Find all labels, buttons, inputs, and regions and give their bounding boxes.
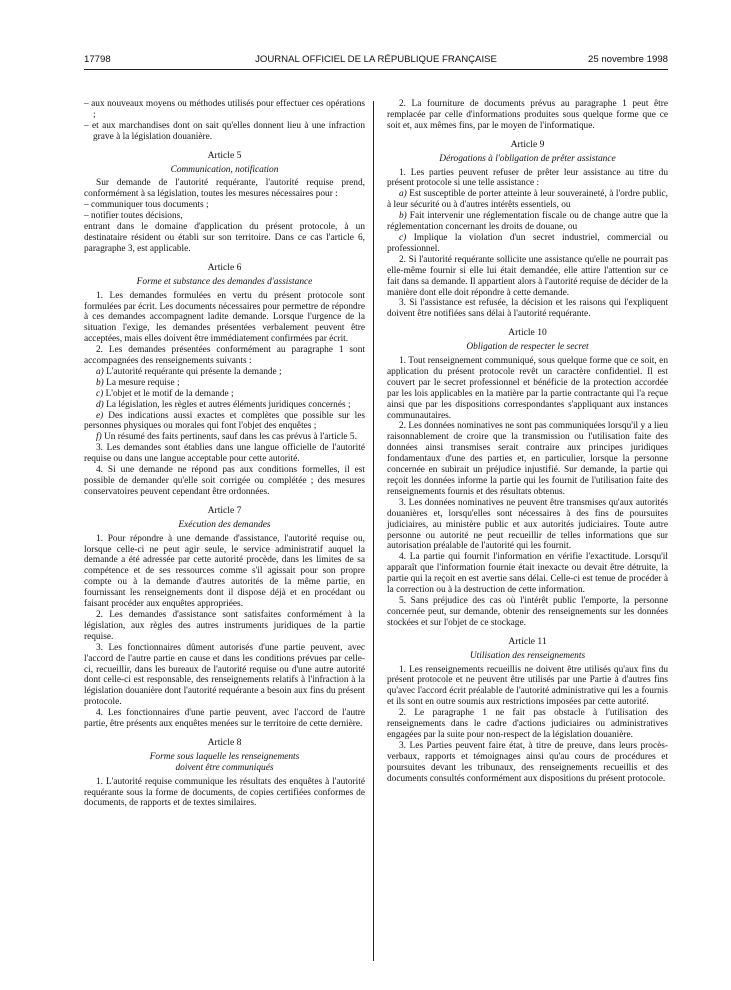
- paragraph: 3. Les fonctionnaires dûment autorisés d'une partie peuvent, avec l'accord de l'autre partie en cause et dans les conditions prévues par celle-ci, recueillir, dans les bureaux de l'autorité requise ou d'une autre autorité dont celle-ci est responsable, des renseignements relatifs à l'infraction à la législation douanière dont l'autorité requérante a besoin aux fins du présent protocole.: [84, 642, 365, 708]
- paragraph: Sur demande de l'autorité requérante, l'autorité requise prend, conformément à sa législation, toutes les mesures nécessaires pour :: [84, 178, 365, 200]
- item-text: L'autorité requérante qui présente la demande ;: [103, 366, 282, 377]
- article-title: Forme et substance des demandes d'assistance: [136, 276, 313, 287]
- item-letter: a): [96, 366, 104, 377]
- article-heading: Article 5: [207, 149, 242, 161]
- article-heading: Article 6: [207, 261, 242, 273]
- article-title: [84, 752, 365, 774]
- item-text: L'objet et le motif de la demande ;: [103, 388, 234, 399]
- article-heading: Article 7: [207, 504, 242, 516]
- item-text: Fait intervenir une réglementation fiscale ou de change autre que la réglementation concernant les droits de douane, ou: [387, 211, 668, 233]
- page-number: 17798: [84, 54, 111, 65]
- list-item: [387, 233, 668, 255]
- paragraph: 4. La partie qui fournit l'information en vérifie l'exactitude. Lorsqu'il apparaît que l'information fournie était inexacte ou devait être détruite, la partie qui la reçoit en est avertie sans délai. Celle-ci est tenue de procéder à la correction ou à la destruction de cette information.: [387, 552, 668, 596]
- paragraph: entrant dans le domaine d'application du présent protocole, à un destinataire résident ou établi sur son territoire. Dans ce cas l'article 6, paragraphe 3, est applicable.: [84, 222, 365, 254]
- item-letter: d): [96, 399, 104, 410]
- page-header: [84, 54, 668, 68]
- article-heading: Article 11: [508, 635, 547, 647]
- item-letter: b): [96, 377, 104, 388]
- article-heading: Article 10: [508, 327, 547, 339]
- paragraph: 2. Les données nominatives ne sont pas communiquées lorsqu'il y a lieu raisonnablement de croire que la transmission ou l'utilisation faite des données ainsi transmises serait contraire aux principes juridiques fondamentaux d'une des parties et, en particulier, lorsque la personne concernée en subirait un préjudice injustifié. Sur demande, la partie qui reçoit les données informe la partie qui les fournit de l'utilisation faite des renseignements fournis et des résultats obtenus.: [387, 421, 668, 497]
- paragraph: 4. Les fonctionnaires d'une partie peuvent, avec l'accord de l'autre partie, être présents aux enquêtes menées sur le territoire de cette dernière.: [84, 708, 365, 730]
- article-title: Dérogations à l'obligation de prêter assistance: [439, 153, 616, 164]
- paragraph: 1. Pour répondre à une demande d'assistance, l'autorité requise ou, lorsque celle-ci ne peut agir seule, le service administratif auquel la demande a été adressée par cette autorité procède, dans les limites de sa compétence et de ses ressources comme s'il agissait pour son propre compte ou à la demande d'autres autorités de la même partie, en fournissant les renseignements dont il dispose déjà et en procédant ou faisant procéder aux enquêtes appropriées.: [84, 533, 365, 610]
- item-text: La mesure requise ;: [103, 377, 180, 388]
- list-item: [84, 411, 365, 433]
- list-item: [387, 211, 668, 233]
- paragraph: 5. Sans préjudice des cas où l'intérêt public l'emporte, la personne concernée peut, sur demande, obtenir des renseignements sur les données stockées et sur l'objet de ce stockage.: [387, 595, 668, 628]
- paragraph: 2. Si l'autorité requérante sollicite une assistance qu'elle ne pourrait pas elle-même fournir si elle lui était demandée, elle attire l'attention sur ce fait dans sa demande. Il appartient alors à l'autorité requise de décider de la manière dont elle doit répondre à cette demande.: [387, 254, 668, 298]
- publication-date: 25 novembre 1998: [587, 54, 668, 65]
- paragraph: 1. Les parties peuvent refuser de prêter leur assistance au titre du présent protocole si une telle assistance :: [387, 167, 668, 189]
- left-column: [84, 99, 365, 809]
- item-text: Des indications aussi exactes et complètes que possible sur les personnes physiques ou morales qui font l'objet des enquêtes ;: [84, 410, 365, 432]
- paragraph: 1. L'autorité requise communique les résultats des enquêtes à l'autorité requérante sous la forme de documents, de copies certifiées conformes de documents, de rapports et de textes similaires.: [84, 776, 365, 809]
- paragraph: 2. Les demandes d'assistance sont satisfaites conformément à la législation, aux règles des autres instruments juridiques de la partie requise.: [84, 609, 365, 642]
- list-item: [84, 432, 365, 443]
- item-letter: e): [96, 410, 104, 421]
- paragraph: 2. La fourniture de documents prévus au paragraphe 1 peut être remplacée par celle d'informations produites sous quelque forme que ce soit et, aux mêmes fins, par le moyen de l'informatique.: [387, 99, 668, 131]
- list-item: – communiquer tous documents ;: [84, 200, 209, 211]
- item-text: Est susceptible de porter atteinte à leur souveraineté, à l'ordre public, à leur sécurité ou à d'autres intérêts essentiels, ou: [387, 189, 668, 211]
- item-letter: a): [399, 189, 407, 200]
- paragraph: 4. Si une demande ne répond pas aux conditions formelles, il est possible de demander qu'elle soit corrigée ou complétée ; des mesures conservatoires peuvent cependant être ordonnées.: [84, 465, 365, 497]
- list-item: [84, 400, 365, 411]
- list-item: [84, 378, 365, 389]
- article-heading: Article 9: [510, 138, 545, 150]
- list-item: – notifier toutes décisions,: [84, 211, 183, 222]
- paragraph: 3. Les données nominatives ne peuvent être transmises qu'aux autorités douanières et, lorsqu'elles sont nécessaires à des fins de poursuites judiciaires, au ministère public et aux autorités judiciaires. Toute autre personne ou autorité ne peut recueillir de telles informations que sur autorisation préalable de l'autorité qui les fournit.: [387, 497, 668, 552]
- item-letter: c): [96, 388, 104, 399]
- article-title-line: doivent être communiqués: [175, 762, 274, 773]
- article-title-line: Forme sous laquelle les renseignements: [149, 751, 300, 762]
- paragraph: 3. Si l'assistance est refusée, la décision et les raisons qui l'expliquent doivent être notifiées sans délai à l'autorité requérante.: [387, 298, 668, 320]
- item-text: Un résumé des faits pertinents, sauf dans les cas prévus à l'article 5.: [101, 432, 357, 443]
- list-item: – et aux marchandises dont on sait qu'elles donnent lieu à une infraction grave à la législation douanière.: [84, 120, 365, 142]
- paragraph: 1. Tout renseignement communiqué, sous quelque forme que ce soit, en application du présent protocole revêt un caractère confidentiel. Il est couvert par le secret professionnel et bénéficie de la protection accordée par les lois applicables en la matière par la partie contractante qui l'a reçue ainsi que par les dispositions correspondantes s'appliquant aux instances communautaires.: [387, 356, 668, 421]
- item-letter: b): [399, 211, 407, 222]
- column-divider: [373, 101, 374, 961]
- paragraph: 1. Les demandes formulées en vertu du présent protocole sont formulées par écrit. Les documents nécessaires pour permettre de répondre à ces demandes accompagnent ladite demande. Lorsque l'urgence de la situation l'exige, les demandes présentées verbalement peuvent être acceptées, mais elles doivent être immédiatement confirmées par écrit.: [84, 290, 365, 345]
- list-item: [84, 367, 365, 378]
- list-item: [387, 189, 668, 211]
- article-heading: Article 8: [207, 736, 242, 748]
- article-title: Exécution des demandes: [178, 519, 271, 530]
- article-title: Obligation de respecter le secret: [466, 342, 589, 353]
- paragraph: 3. Les demandes sont établies dans une langue officielle de l'autorité requise ou dans une langue acceptable pour cette autorité.: [84, 443, 365, 465]
- journal-title: JOURNAL OFFICIEL DE LA RÉPUBLIQUE FRANÇAISE: [255, 54, 497, 65]
- list-item: – aux nouveaux moyens ou méthodes utilisés pour effectuer ces opérations ;: [84, 99, 365, 120]
- article-title: Utilisation des renseignements: [469, 650, 586, 661]
- item-letter: f): [96, 432, 102, 443]
- article-title: Communication, notification: [170, 164, 279, 175]
- header-rule: [84, 69, 668, 70]
- paragraph: 1. Les renseignements recueillis ne doivent être utilisés qu'aux fins du présent protocole et ne peuvent être utilisés par une Partie à d'autres fins qu'avec l'accord écrit préalable de l'autorité administrative qui les a fournis et ils sont en outre soumis aux restrictions imposées par cette autorité.: [387, 664, 668, 708]
- item-text: Implique la violation d'un secret industriel, commercial ou professionnel.: [387, 232, 668, 254]
- paragraph: 2. Les demandes présentées conformément au paragraphe 1 sont accompagnées des renseignements suivants :: [84, 345, 365, 367]
- paragraph: 2. Le paragraphe 1 ne fait pas obstacle à l'utilisation des renseignements dans le cadre d'actions judiciaires ou administratives engagées par la suite pour non-respect de la législation douanière.: [387, 708, 668, 740]
- item-letter: c): [399, 232, 407, 243]
- item-text: La législation, les règles et autres éléments juridiques concernés ;: [103, 399, 351, 410]
- paragraph: 3. Les Parties peuvent faire état, à titre de preuve, dans leurs procès-verbaux, rapports et témoignages ainsi qu'au cours de procédures et poursuites devant les tribunaux, des renseignements recueillis et des documents consultés conformément aux dispositions du présent protocole.: [387, 740, 668, 784]
- right-column: [387, 99, 668, 784]
- list-item: [84, 389, 365, 400]
